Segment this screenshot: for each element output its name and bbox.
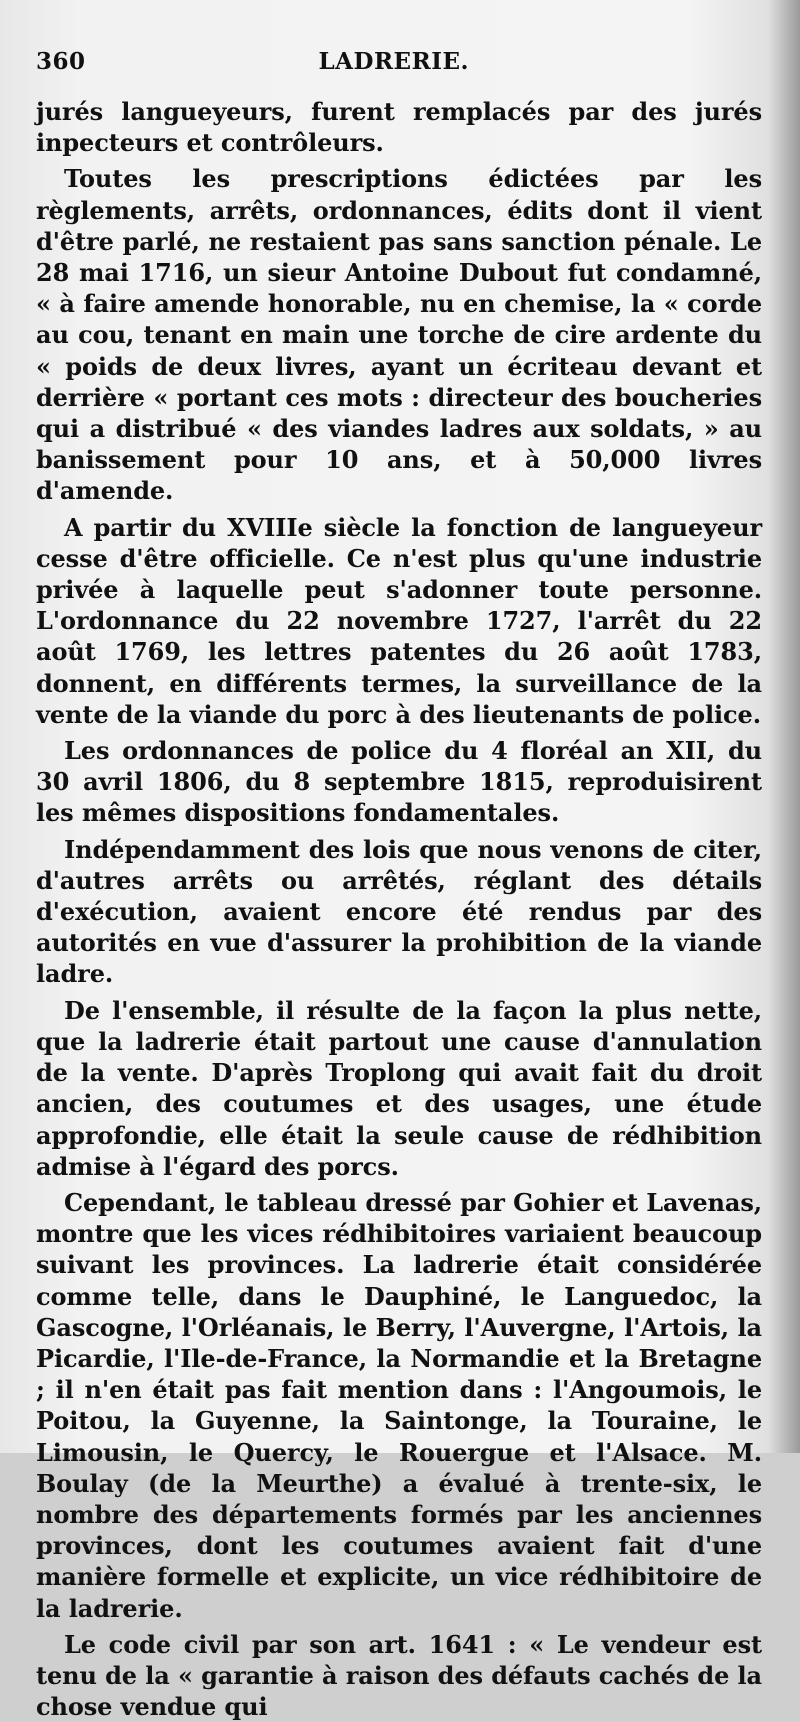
paragraph: A partir du XVIIIe siècle la fonction de langueyeur cesse d'être officielle. Ce n'est plus qu'une industrie privée à laquelle peut s'adonner toute personne. L'ordonnance du 22 novembre 1727, l'arrêt du 22 août 1769, les lettres patentes du 26 août 1783, donnent, en différents termes, la surveillance de la vente de la viande du porc à des lieutenants de police. bbox=[36, 512, 762, 729]
running-title: LADRERIE. bbox=[318, 48, 470, 75]
paragraph: Indépendamment des lois que nous venons de citer, d'autres arrêts ou arrêtés, réglant des détails d'exécution, avaient encore été rendus par des autorités en vue d'assurer la prohibition de la viande ladre. bbox=[36, 834, 762, 989]
paragraph: De l'ensemble, il résulte de la façon la plus nette, que la ladrerie était partout une cause d'annulation de la vente. D'après Troplong qui avait fait du droit ancien, des coutumes et des usages, une étude approfondie, elle était la seule cause de rédhibition admise à l'égard des porcs. bbox=[36, 995, 762, 1181]
paragraph: Le code civil par son art. 1641 : « Le vendeur est tenu de la « garantie à raison des défauts cachés de la chose vendue qui bbox=[36, 1629, 762, 1722]
page-header bbox=[36, 48, 762, 96]
paragraph: Toutes les prescriptions édictées par les règlements, arrêts, ordonnances, édits dont il vient d'être parlé, ne restaient pas sans sanction pénale. Le 28 mai 1716, un sieur Antoine Dubout fut condamné, « à faire amende honorable, nu en chemise, la « corde au cou, tenant en main une torche de cire ardente du « poids de deux livres, ayant un écriteau devant et derrière « portant ces mots : directeur des boucheries qui a distribué « des viandes ladres aux soldats, » au banissement pour 10 ans, et à 50,000 livres d'amende. bbox=[36, 164, 762, 506]
body-text bbox=[36, 96, 762, 1722]
paragraph: Cependant, le tableau dressé par Gohier et Lavenas, montre que les vices rédhibitoires variaient beaucoup suivant les provinces. La ladrerie était considérée comme telle, dans le Dauphiné, le Languedoc, la Gascogne, l'Orléanais, le Berry, l'Auvergne, l'Artois, la Picardie, l'Ile-de-France, la Normandie et la Bretagne ; il n'en était pas fait mention dans : l'Angoumois, le Poitou, la Guyenne, la Saintonge, la Touraine, le Limousin, le Quercy, le Rouergue et l'Alsace. M. Boulay (de la Meurthe) a évalué à trente-six, le nombre des départements formés par les anciennes provinces, dont les coutumes avaient fait d'une manière formelle et explicite, un vice rédhibitoire de la ladrerie. bbox=[36, 1187, 762, 1623]
paragraph: Les ordonnances de police du 4 floréal an XII, du 30 avril 1806, du 8 septembre 1815, reproduisirent les mêmes dispositions fondamentales. bbox=[36, 736, 762, 828]
page-number: 360 bbox=[36, 48, 86, 75]
paragraph: jurés langueyeurs, furent remplacés par des jurés inpecteurs et contrôleurs. bbox=[36, 97, 762, 158]
